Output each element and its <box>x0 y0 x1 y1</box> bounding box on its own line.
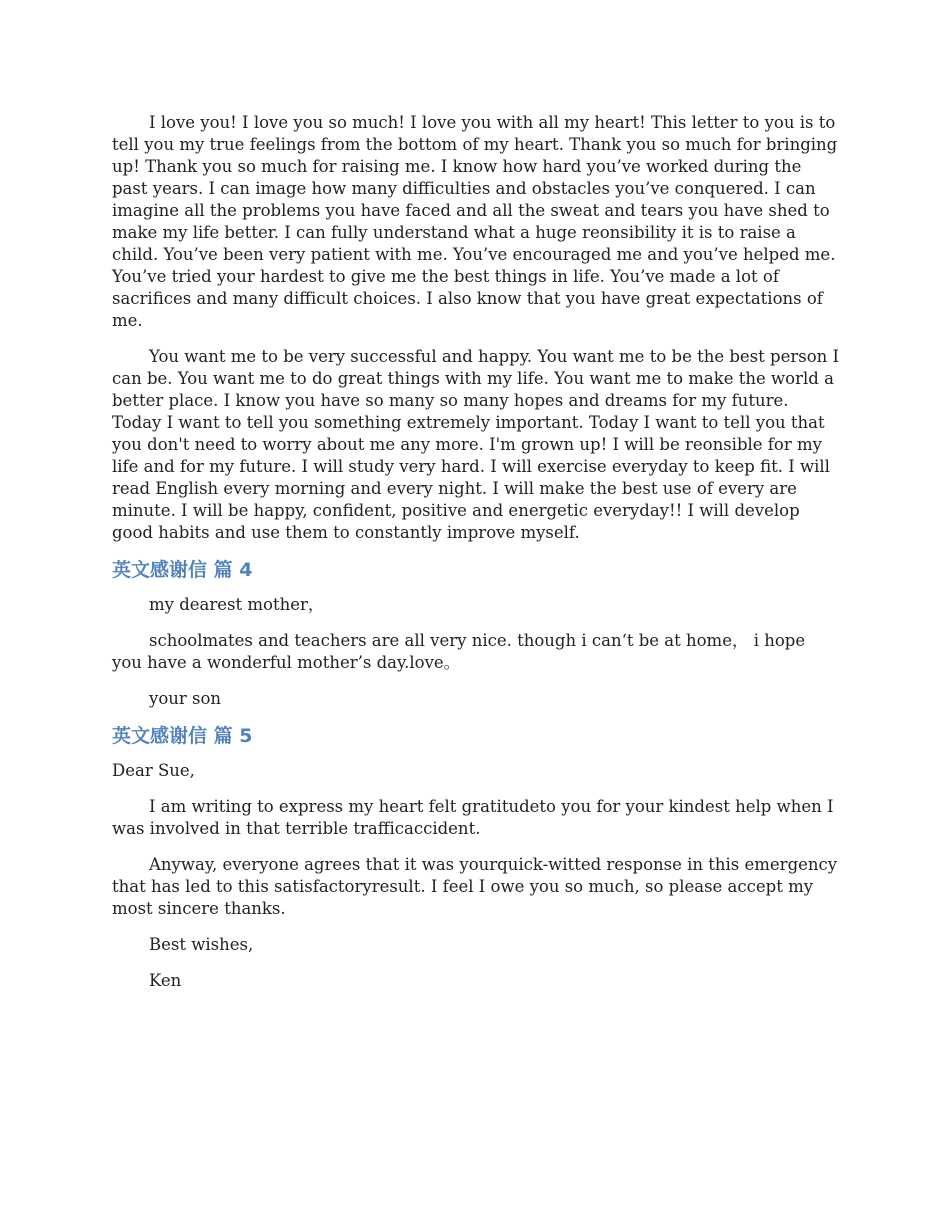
letter-paragraph: Anyway, everyone agrees that it was yourquick-witted response in this emergency that has led to this satisfactoryresult. I feel I owe you so much, so please accept my most sincere thanks. <box>112 855 838 918</box>
letter-closing: Best wishes, <box>149 935 254 954</box>
letter-signature: Ken <box>149 971 182 990</box>
letter-salutation: Dear Sue, <box>112 761 195 780</box>
section-heading-5: 英文感谢信 篇 5 <box>112 725 253 747</box>
letter-paragraph: I love you! I love you so much! I love you with all my heart! This letter to you is to tell you my true feelings from the bottom of my heart. Thank you so much for bringing up! Thank you so much for raising me. I know how hard you’ve worked during the past years. I can image how many difficulties and obstacles you’ve conquered. I can imagine all the problems you have faced and all the sweat and tears you have shed to make my life better. I can fully understand what a huge reonsibility it is to raise a child. You’ve been very patient with me. You’ve encouraged me and you’ve helped me. You’ve tried your hardest to give me the best things in life. You’ve made a lot of sacrifices and many difficult choices. I also know that you have great expectations of me. <box>112 113 838 330</box>
section-heading-4: 英文感谢信 篇 4 <box>112 559 253 581</box>
letter-greeting: my dearest mother， <box>149 595 325 614</box>
letter-signoff: your son <box>149 689 222 708</box>
document-page <box>112 112 840 1006</box>
letter-paragraph: You want me to be very successful and happy. You want me to be the best person I can be. You want me to do great things with my life. You want me to make the world a better place. I know you have so many so many hopes and dreams for my future. Today I want to tell you something extremely important. Today I want to tell you that you don't need to worry about me any more. I'm grown up! I will be reonsible for my life and for my future. I will study very hard. I will exercise everyday to keep fit. I will read English every morning and every night. I will make the best use of every are minute. I will be happy, confident, positive and energetic everyday!! I will develop good habits and use them to constantly improve myself. <box>112 347 840 542</box>
letter-paragraph: I am writing to express my heart felt gratitudeto you for your kindest help when I was involved in that terrible trafficaccident. <box>112 797 834 838</box>
letter-paragraph: schoolmates and teachers are all very nice. though i can‘t be at home， i hope you have a wonderful mother’s day.love。 <box>112 631 806 672</box>
